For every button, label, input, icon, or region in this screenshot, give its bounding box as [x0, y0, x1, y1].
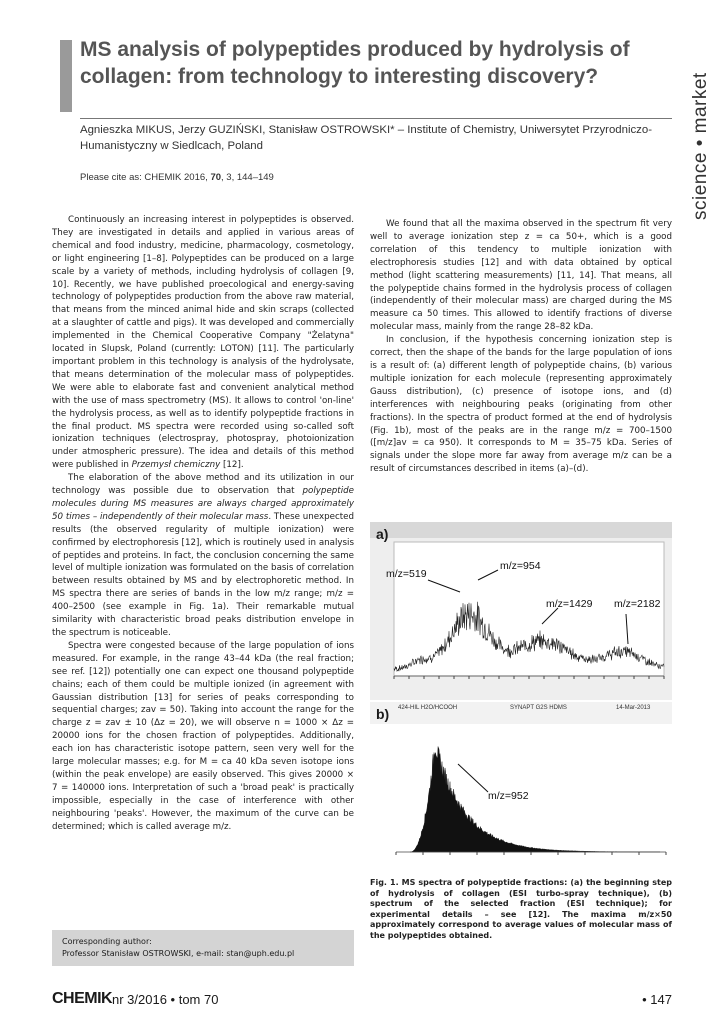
- title-accent-bar: [60, 40, 72, 112]
- text-column-left: [52, 214, 354, 834]
- panel-b-sample: 424-HIL H2O/HCOOH: [398, 705, 458, 711]
- text-column-right: [370, 218, 672, 476]
- paragraph: [52, 214, 354, 472]
- peak-label-1429: m/z=1429: [546, 598, 593, 610]
- article-title: MS analysis of polypeptides produced by hydrolysis of collagen: from technology to interesting discovery?: [80, 38, 630, 88]
- peak-label-952: m/z=952: [488, 790, 529, 802]
- paragraph: In conclusion, if the hypothesis concerning ionization step is correct, then the shape of the bands for the large population of ions is a result of: (a) different length of polypeptide chains, (b) various multiple ionization for each molecule (representing approximately Gauss distribution), (c) presence of isotope ions, and (d) interferences with neighbouring peaks (originating from other fractions). In the spectra of product formed at the end of hydrolysis (Fig. 1b), most of the peaks are in the range m/z = 700–1500 ([m/z]av = ca 950). It corresponds to M = 35–75 kDa. Series of signals under the slope more far away from average m/z can be a result of circumstances described in items (a)–(d).: [370, 335, 672, 475]
- authors: Agnieszka MIKUS, Jerzy GUZIŃSKI, Stanisław OSTROWSKI* – Institute of Chemistry, Uniwersytet Przyrodniczo-Humanistyczny w Siedlcach, Poland: [80, 124, 653, 152]
- paragraph-text: [12].: [220, 460, 244, 471]
- journal-issue: nr 3/2016 • tom 70: [112, 992, 219, 1007]
- figure-caption: Fig. 1. MS spectra of polypeptide fractions: (a) the beginning step of hydrolysis of collagen (ESI turbo-spray technique), (b) spectrum of the selected fraction (ESI technique); for experimental details – see [12]. The maxima m/z×50 approximately correspond to average values of molecular mass of the polypeptides obtained.: [370, 878, 672, 940]
- peak-label-954: m/z=954: [500, 560, 541, 572]
- section-label: science • market: [690, 72, 711, 220]
- cite-volume: 70: [210, 172, 222, 183]
- corresponding-name: Professor Stanisław OSTROWSKI, e-mail: stan@uph.edu.pl: [62, 948, 295, 958]
- figure-1: [370, 522, 672, 870]
- peak-label-2182: m/z=2182: [614, 598, 661, 610]
- panel-a-label: a): [376, 526, 389, 542]
- journal-brand: CHEMIK: [52, 990, 113, 1007]
- spectrum-a-svg: [370, 522, 672, 700]
- title-rule: [80, 118, 672, 119]
- spectrum-panel-a: [370, 522, 672, 700]
- peak-label-519: m/z=519: [386, 568, 427, 580]
- paragraph: [52, 472, 354, 640]
- panel-b-instrument: SYNAPT G2S HDMS: [510, 705, 567, 711]
- panel-a-toolbar: [370, 522, 672, 538]
- journal-name: Przemysł chemiczny: [131, 460, 221, 471]
- cite-prefix: Please cite as: CHEMIK 2016,: [80, 172, 208, 183]
- emphasis: polypeptide molecules during MS measures are always charged approximately 50 times – independently of their molecular mass: [52, 486, 354, 522]
- paragraph-text: The elaboration of the above method and its utilization in our technology was possible due to observation that: [52, 473, 354, 497]
- citation: [80, 172, 274, 183]
- page-number: • 147: [642, 992, 672, 1007]
- panel-b-label: b): [376, 706, 390, 722]
- corresponding-author-box: [52, 930, 354, 966]
- paragraph-text: Continuously an increasing interest in polypeptides is observed. They are investigated in details and applied in various areas of chemical and food industry, medicine, pharmacology, cosmetology, or light engineering [1–8]. Polypeptides can be produced on a large scale by a variety of methods, including hydrolysis of collagen [9, 10]. Recently, we have published proecological and energy-saving technology of polypeptides production from the above raw material, that means from the minced animal hide and skin scraps (collected at a slaughter of cattle and pigs). It was developed and commercially implemented in the Chemical Cooperative Company "Żelatyna" located in Slupsk, Poland (currently: LOTON) [11]. The particularly important problem in this technology is analysis of the hydrolysate, that means determination of the molecular mass of polypeptides. We were able to elaborate fast and convenient analytical method with the use of mass spectrometry (MS). It allows to control 'on-line' the hydrolysis process, as well as to identify polypeptide fractions in the final product. MS spectra were recorded using so-called soft ionization techniques (electrospray, photospray, photoionization under atmospheric pressure). The idea and details of this method were published in: [52, 215, 354, 471]
- spectrum-b-svg: [370, 702, 672, 870]
- paragraph: Spectra were congested because of the large population of ions measured. For example, in the range 43–44 kDa (the real fraction; see ref. [12]) potentially one can expect one thousand polypeptide chains; each of them could be multiple ionized (in agreement with Gaussian distribution [13] for series of peaks corresponding to sequential charges; zav = 50). Taking into account the range for the charge z = zav ± 10 (Δz = 20), we will observe n = 1000 × Δz = 20000 ions for the chosen fraction of polypeptides. Additionally, each ion has characteristic isotope pattern, seen very well for the large molecular masses; e.g. for M = ca 40 kDa seven isotope ions (within the peak envelope) are easily observed. This gives 20000 × 7 = 140000 ions. Interpretation of such a 'broad peak' is practically impossible, especially in the case of interference with other neighbouring 'peaks'. However, the maximum of the curve can be determined; which is called average m/z.: [52, 640, 354, 832]
- paragraph-text: . These unexpected results (the observed regularity of multiple ionization) were confirmed by electrophoresis [12], which is routinely used in analysis of peptides and proteins. In fact, the conclusion concerning the same level of multiple ionization was formulated on the basis of correlation between results obtained by MS and by electrophoretic method. In MS spectra there are series of bands in the low m/z range; m/z = 400–2500 (see example in Fig. 1a). Their remarkable mutual similarity with characteristic broad peaks distribution envelope in the spectrum is noticeable.: [52, 511, 354, 638]
- x-ticks-b: [396, 852, 666, 855]
- corresponding-label: Corresponding author:: [62, 937, 152, 946]
- page-footer: [52, 988, 672, 1014]
- paragraph: We found that all the maxima observed in the spectrum fit very well to average ionization step z = ca 50+, which is a good correlation of this tendency to multiple ionization with electrophoresis studies [12] and with data obtained by optical method (light scattering measurements) [11, 14]. That means, all the polypeptide chains formed in the hydrolysis process of collagen (independently of their molecular mass) are charged during the MS measure ca 50 times. This allowed to identify fractions of diverse molecular mass, mainly from the range 28–82 kDa.: [370, 219, 672, 333]
- panel-b-date: 14-Mar-2013: [616, 705, 651, 711]
- cite-suffix: , 3, 144–149: [221, 172, 274, 183]
- spectrum-panel-b: [370, 702, 672, 870]
